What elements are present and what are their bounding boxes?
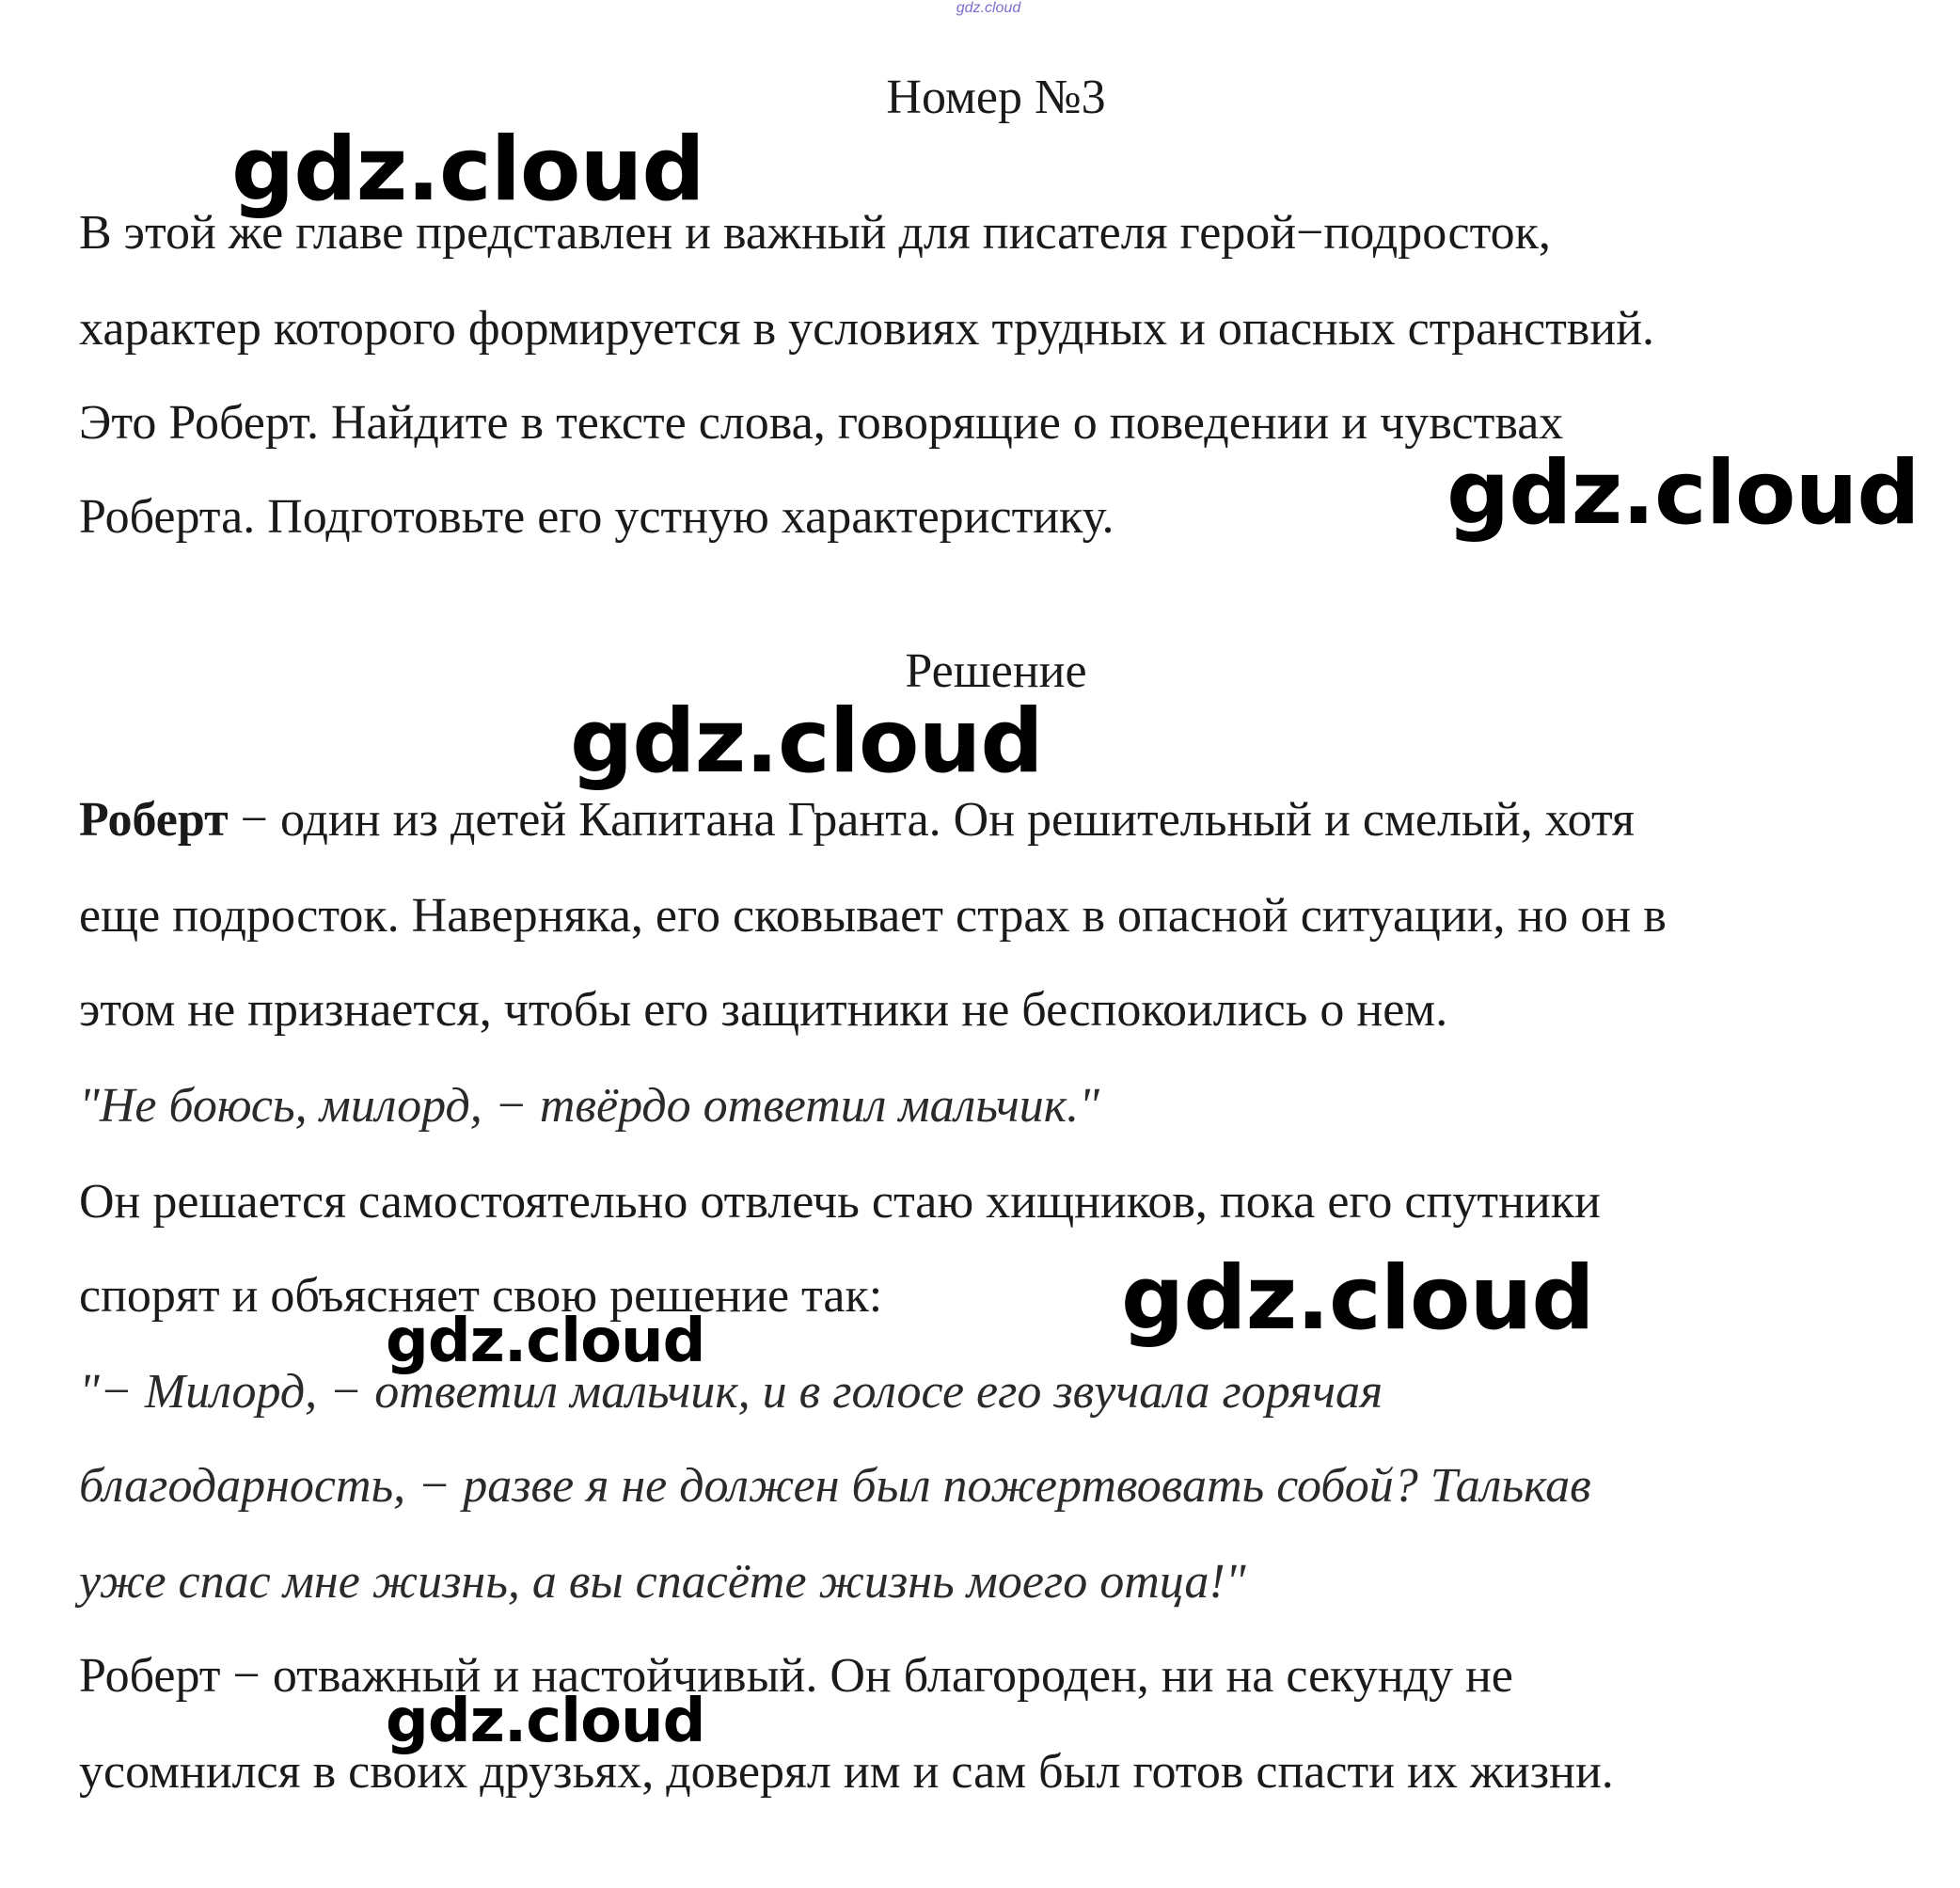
task-line: Роберта. Подготовьте его устную характеристику. bbox=[79, 490, 1114, 544]
watermark: gdz.cloud bbox=[570, 690, 1043, 793]
task-title: Номер №3 bbox=[886, 71, 1106, 124]
task-line: Это Роберт. Найдите в тексте слова, говорящие о поведении и чувствах bbox=[79, 396, 1564, 450]
task-line: В этой же главе представлен и важный для писателя герой−подросток, bbox=[79, 206, 1551, 260]
hero-name: Роберт bbox=[79, 793, 229, 847]
watermark: gdz.cloud bbox=[231, 119, 704, 221]
solution-line: Роберт − отважный и настойчивый. Он благороден, ни на секунду не bbox=[79, 1649, 1513, 1703]
solution-line: этом не признается, чтобы его защитники не беспокоились о нем. bbox=[79, 983, 1448, 1037]
solution-line bbox=[79, 792, 1635, 849]
watermark: gdz.cloud bbox=[386, 1307, 705, 1376]
quote-line: уже спас мне жизнь, а вы спасёте жизнь моего отца!" bbox=[79, 1555, 1246, 1609]
watermark: gdz.cloud bbox=[1121, 1247, 1594, 1350]
site-mark: gdz.cloud bbox=[956, 0, 1021, 16]
watermark: gdz.cloud bbox=[1446, 442, 1920, 545]
quote-line: благодарность, − разве я не должен был пожертвовать собой? Талькав bbox=[79, 1459, 1591, 1513]
quote-line: "− Милорд, − ответил мальчик, и в голосе его звучала горячая bbox=[79, 1365, 1383, 1419]
quote-line: "Не боюсь, милорд, − твёрдо ответил мальчик." bbox=[79, 1079, 1099, 1133]
watermark: gdz.cloud bbox=[386, 1687, 705, 1756]
solution-line: еще подросток. Наверняка, его сковывает страх в опасной ситуации, но он в bbox=[79, 889, 1667, 943]
solution-line: Он решается самостоятельно отвлечь стаю хищников, пока его спутники bbox=[79, 1175, 1601, 1229]
solution-title: Решение bbox=[905, 644, 1087, 698]
solution-line-rest: − один из детей Капитана Гранта. Он решительный и смелый, хотя bbox=[228, 793, 1635, 847]
solution-line: спорят и объясняет свою решение так: bbox=[79, 1269, 883, 1323]
solution-line: усомнился в своих друзьях, доверял им и сам был готов спасти их жизни. bbox=[79, 1745, 1614, 1799]
task-line: характер которого формируется в условиях трудных и опасных странствий. bbox=[79, 302, 1655, 356]
